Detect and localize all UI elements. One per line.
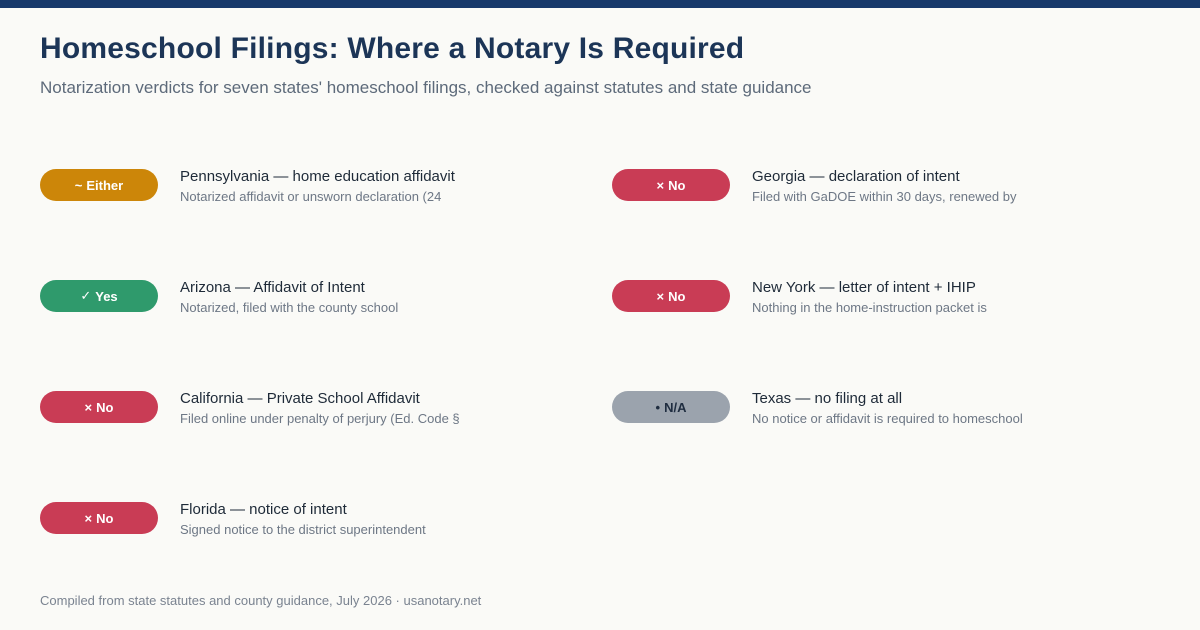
cross-icon: ×: [84, 399, 93, 415]
verdict-badge-either: [40, 169, 158, 201]
verdict-badge-yes: [40, 280, 158, 312]
verdict-row-california: [40, 391, 600, 451]
cross-icon: ×: [656, 288, 665, 304]
verdict-row-florida: [40, 502, 600, 562]
cross-icon: ×: [656, 177, 665, 193]
row-title: New York — letter of intent + IHIP: [752, 279, 976, 296]
verdict-label: N/A: [664, 399, 687, 415]
row-detail: Filed with GaDOE within 30 days, renewed by: [752, 189, 1017, 204]
verdict-label: Yes: [95, 288, 118, 304]
verdict-label: No: [96, 399, 114, 415]
row-detail: Nothing in the home-instruction packet is: [752, 300, 987, 315]
row-title: California — Private School Affidavit: [180, 390, 420, 407]
source-footer: Compiled from state statutes and county guidance, July 2026 · usanotary.net: [40, 593, 482, 608]
verdict-badge-no: [40, 391, 158, 423]
row-detail: No notice or affidavit is required to homeschool: [752, 411, 1023, 426]
row-title: Georgia — declaration of intent: [752, 168, 960, 185]
checkmark-icon: ✓: [80, 288, 92, 303]
row-title: Pennsylvania — home education affidavit: [180, 168, 455, 185]
verdict-badge-no: [612, 169, 730, 201]
row-title: Texas — no filing at all: [752, 390, 903, 407]
cross-icon: ×: [84, 510, 93, 526]
verdict-row-georgia: [612, 169, 1172, 229]
verdict-label: No: [668, 288, 686, 304]
verdict-row-new-york: [612, 280, 1172, 340]
row-title: Arizona — Affidavit of Intent: [180, 279, 365, 296]
verdict-label: No: [668, 177, 686, 193]
top-accent-bar: [0, 0, 1200, 8]
page-subtitle: Notarization verdicts for seven states' homeschool filings, checked against statutes and state guidance: [40, 78, 812, 97]
row-detail: Filed online under penalty of perjury (Ed. Code §: [180, 411, 460, 426]
verdict-row-arizona: [40, 280, 600, 340]
row-title: Florida — notice of intent: [180, 501, 347, 518]
verdict-label: Either: [86, 177, 124, 193]
verdict-row-texas: [612, 391, 1172, 451]
tilde-icon: ~: [74, 177, 83, 193]
verdict-label: No: [96, 510, 114, 526]
verdict-badge-no: [612, 280, 730, 312]
verdict-row-pennsylvania: [40, 169, 600, 229]
row-detail: Notarized, filed with the county school: [180, 300, 399, 315]
page-title: Homeschool Filings: Where a Notary Is Required: [40, 32, 745, 65]
bullet-icon: •: [655, 399, 661, 415]
verdict-badge-no: [40, 502, 158, 534]
row-detail: Signed notice to the district superintendent: [180, 522, 426, 537]
verdict-badge-na: [612, 391, 730, 423]
row-detail: Notarized affidavit or unsworn declaration (24: [180, 189, 442, 204]
